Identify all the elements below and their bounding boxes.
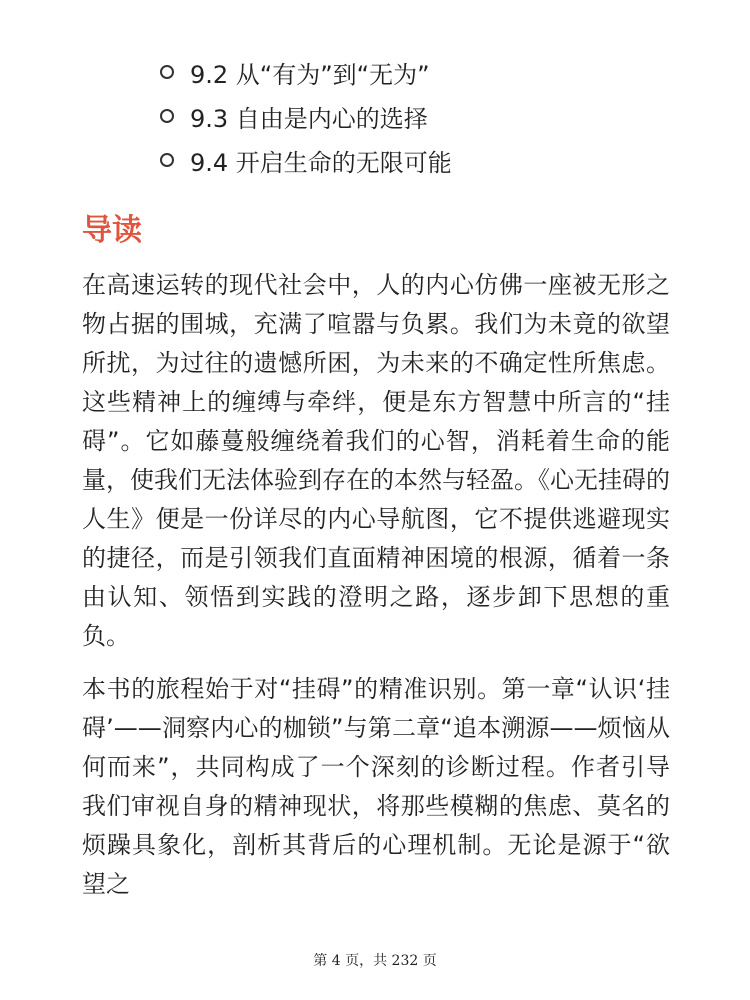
circle-bullet-icon (160, 109, 174, 123)
toc-item-label: 9.4 开启生命的无限可能 (190, 148, 452, 177)
paragraph: 本书的旅程始于对“挂碍”的精准识别。第一章“认识‘挂碍’——洞察内心的枷锁”与第二章“追本溯源——烦恼从何而来”，共同构成了一个深刻的诊断过程。作者引导我们审视自身的精神现状，将那些模糊的焦虑、莫名的烦躁具象化，剖析其背后的心理机制。无论是源于“欲望之 (82, 675, 670, 898)
toc-item[interactable] (160, 138, 452, 182)
toc-item-label: 9.3 自由是内心的选择 (190, 104, 428, 133)
toc-item-label: 9.2 从“有为”到“无为” (190, 60, 430, 89)
toc-item[interactable] (160, 94, 452, 138)
page-footer: 第 4 页，共 232 页 (313, 953, 437, 969)
toc-item[interactable] (160, 50, 452, 94)
section-heading: 导读 (82, 213, 142, 248)
circle-bullet-icon (160, 153, 174, 167)
toc-list (160, 50, 452, 182)
body-text (82, 266, 670, 918)
paragraph: 在高速运转的现代社会中，人的内心仿佛一座被无形之物占据的围城，充满了喧嚣与负累。我们为未竟的欲望所扰，为过往的遗憾所困，为未来的不确定性所焦虑。这些精神上的缠缚与牵绊，便是东方智慧中所言的“挂碍”。它如藤蔓般缠绕着我们的心智，消耗着生命的能量，使我们无法体验到存在的本然与轻盈。《心无挂碍的人生》便是一份详尽的内心导航图，它不提供逃避现实的捷径，而是引领我们直面精神困境的根源，循着一条由认知、领悟到实践的澄明之路，逐步卸下思想的重负。 (82, 271, 670, 650)
circle-bullet-icon (160, 65, 174, 79)
